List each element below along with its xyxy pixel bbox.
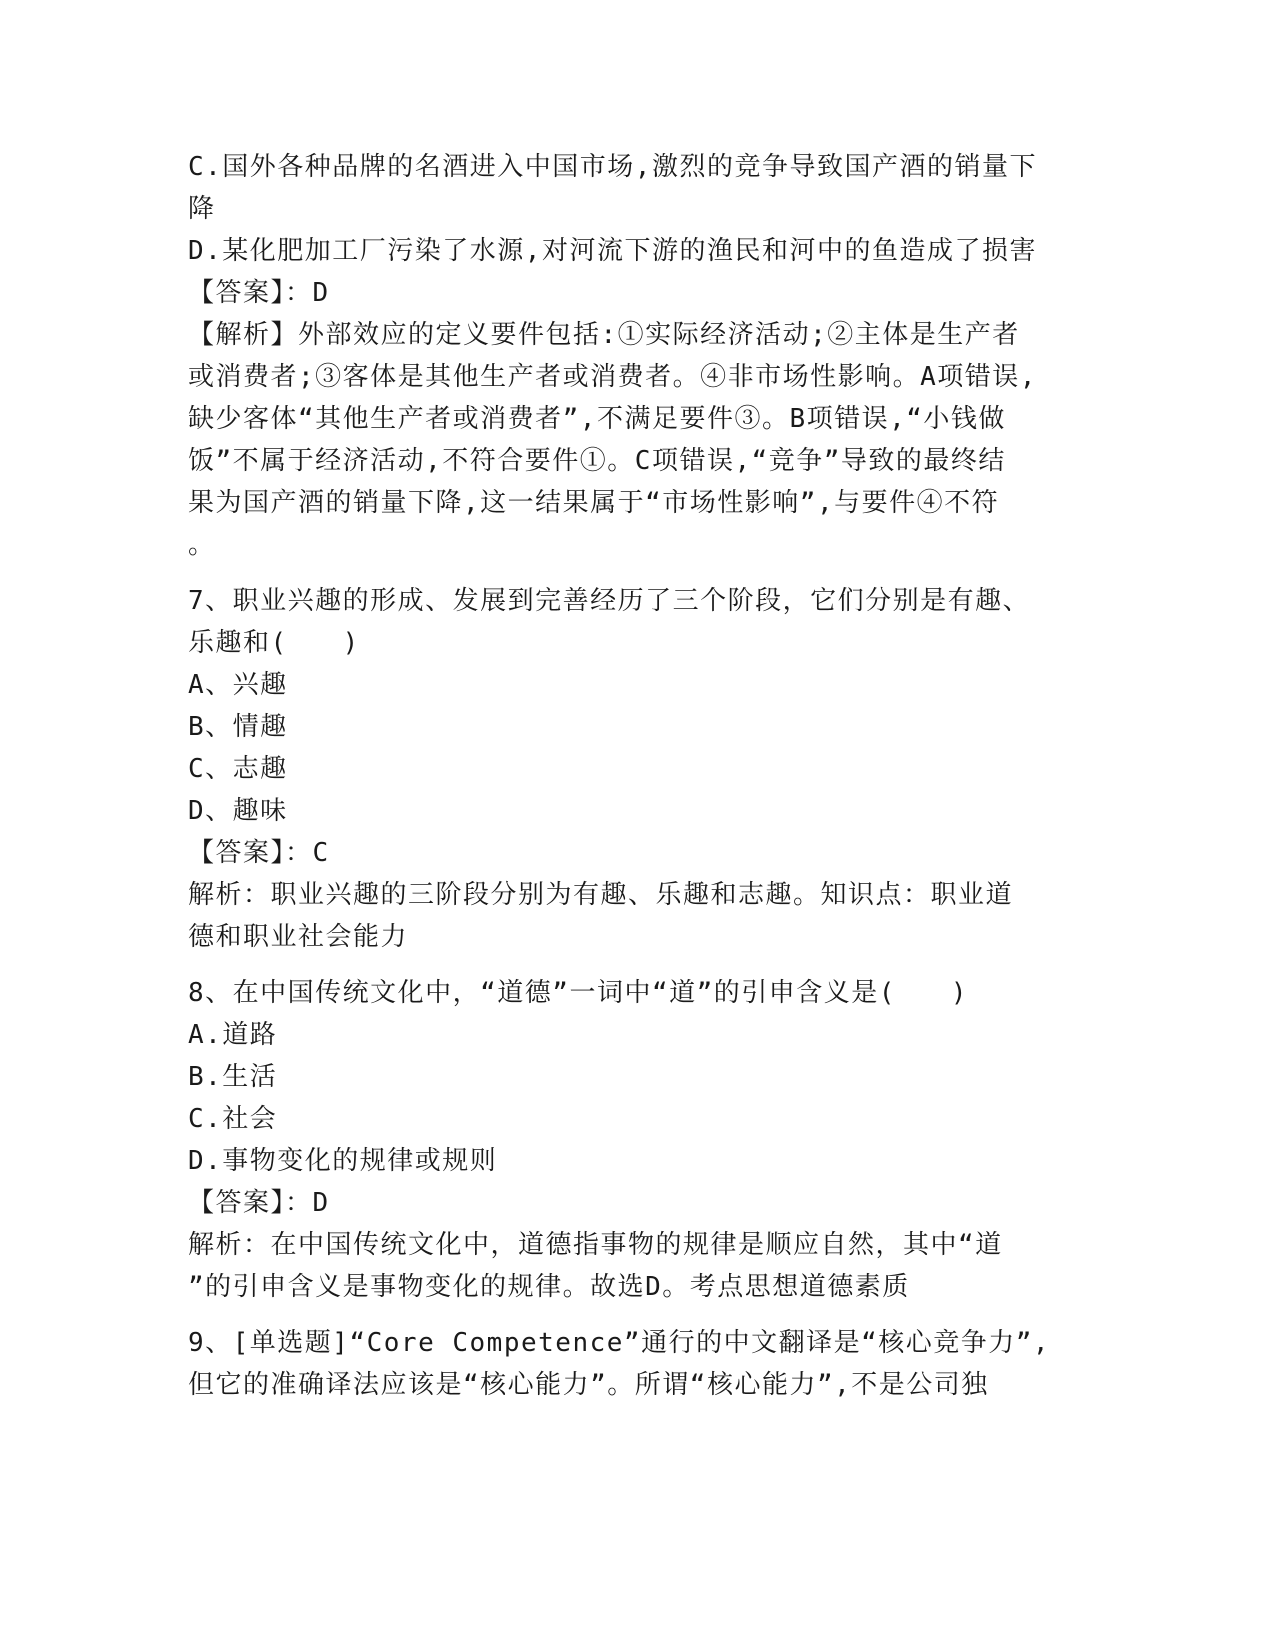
option-c: C、志趣: [188, 754, 288, 784]
option-d: D、趣味: [188, 796, 288, 826]
analysis-line: 德和职业社会能力: [188, 922, 409, 952]
question-stem: 7、职业兴趣的形成、发展到完善经历了三个阶段，它们分别是有趣、: [188, 586, 1031, 616]
option-b: B.生活: [188, 1062, 278, 1092]
question-9: [188, 1322, 1088, 1406]
spacer: [188, 566, 1088, 580]
option-a: A.道路: [188, 1020, 278, 1050]
analysis-line: ”的引申含义是事物变化的规律。故选D。考点思想道德素质: [188, 1272, 910, 1302]
question-8: [188, 972, 1088, 1308]
question-stem: 9、[单选题]“Core Competence”通行的中文翻译是“核心竞争力”,: [188, 1328, 1051, 1358]
option-c-continued: 降: [188, 194, 216, 224]
question-6-tail: [188, 146, 1088, 566]
analysis-line: 或消费者;③客体是其他生产者或消费者。④非市场性影响。A项错误,: [188, 362, 1037, 392]
analysis-line: 【解析】外部效应的定义要件包括:①实际经济活动;②主体是生产者: [188, 320, 1020, 350]
option-d: D.事物变化的规律或规则: [188, 1146, 498, 1176]
option-d: D.某化肥加工厂污染了水源,对河流下游的渔民和河中的鱼造成了损害: [188, 236, 1037, 266]
analysis-line: 解析：职业兴趣的三阶段分别为有趣、乐趣和志趣。知识点：职业道: [188, 880, 1014, 910]
question-stem-continued: 乐趣和( ): [188, 628, 360, 658]
spacer: [188, 958, 1088, 972]
answer: 【答案】：C: [188, 838, 330, 868]
option-c: C.社会: [188, 1104, 278, 1134]
option-c: C.国外各种品牌的名酒进入中国市场,激烈的竞争导致国产酒的销量下: [188, 152, 1037, 182]
question-stem: 8、在中国传统文化中，“道德”一词中“道”的引申含义是( ): [188, 978, 969, 1008]
spacer: [188, 1308, 1088, 1322]
answer: 【答案】：D: [188, 1188, 330, 1218]
analysis-line: 饭”不属于经济活动,不符合要件①。C项错误,“竞争”导致的最终结: [188, 446, 1006, 476]
question-stem-continued: 但它的准确译法应该是“核心能力”。所谓“核心能力”,不是公司独: [188, 1370, 989, 1400]
answer: 【答案】：D: [188, 278, 330, 308]
analysis-line: 缺少客体“其他生产者或消费者”,不满足要件③。B项错误,“小钱做: [188, 404, 1006, 434]
analysis-line: 。: [188, 530, 216, 560]
option-a: A、兴趣: [188, 670, 288, 700]
analysis-line: 解析：在中国传统文化中，道德指事物的规律是顺应自然，其中“道: [188, 1230, 1003, 1260]
option-b: B、情趣: [188, 712, 288, 742]
question-7: [188, 580, 1088, 958]
document-page: [188, 146, 1088, 1406]
analysis-line: 果为国产酒的销量下降,这一结果属于“市场性影响”,与要件④不符: [188, 488, 1000, 518]
